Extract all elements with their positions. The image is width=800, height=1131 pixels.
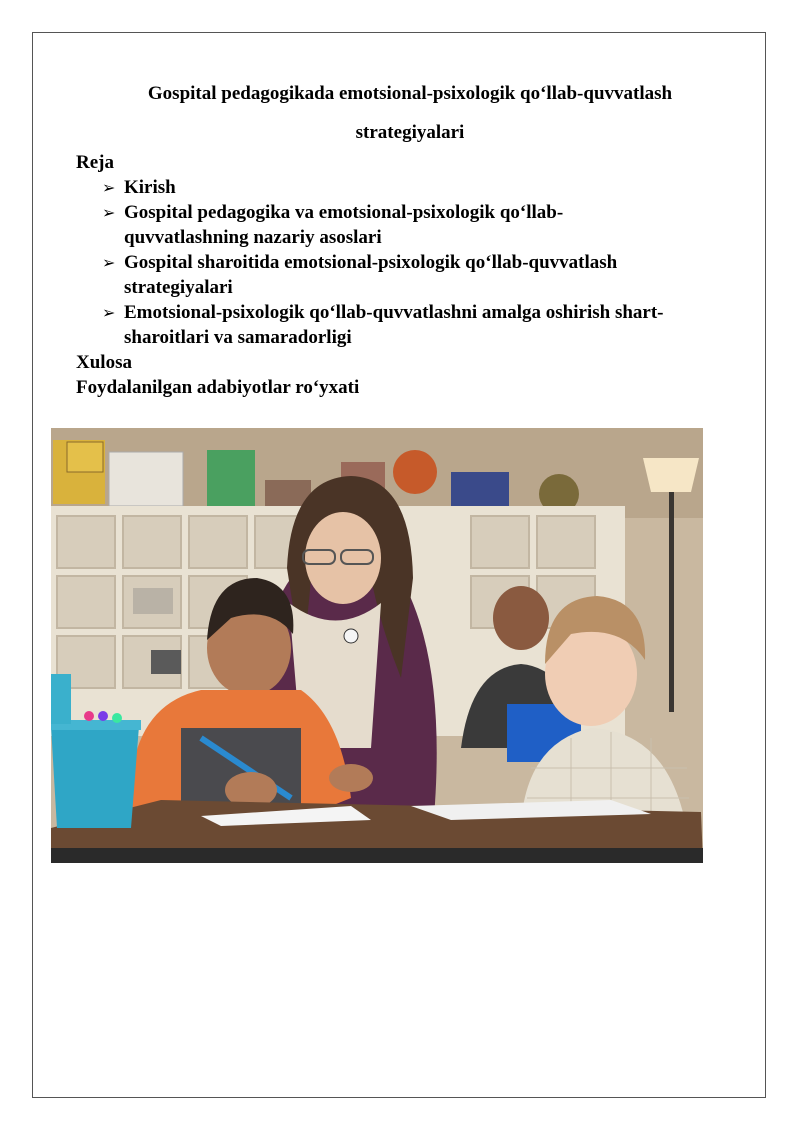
- toc-item-text-cont: quvvatlashning nazariy asoslari: [124, 227, 382, 248]
- toc-item-text: Kirish: [124, 177, 176, 198]
- title-line-2: strategiyalari: [355, 122, 465, 143]
- toc-item-text: Gospital sharoitida emotsional-psixologik qo‘llab-quvvatlash: [124, 252, 618, 273]
- title-line-1: Gospital pedagogikada emotsional-psixologik qo‘llab-quvvatlash: [147, 83, 673, 104]
- toc-item-text: Gospital pedagogika va emotsional-psixologik qo‘llab-: [124, 202, 564, 223]
- arrowhead-bullet-icon: ➢: [102, 178, 116, 197]
- toc-item-conditions: [76, 300, 756, 350]
- arrowhead-bullet-icon: ➢: [102, 303, 116, 322]
- toc-item-text: Emotsional-psixologik qo‘llab-quvvatlashni amalga oshirish shart-: [124, 302, 664, 323]
- conclusion-heading: Xulosa: [76, 352, 132, 373]
- arrowhead-bullet-icon: ➢: [102, 203, 116, 222]
- classroom-photo: [51, 428, 703, 863]
- plan-section: [76, 150, 756, 400]
- toc-item-theory: [76, 200, 756, 250]
- toc-item-intro: [76, 175, 756, 200]
- arrowhead-bullet-icon: ➢: [102, 253, 116, 272]
- toc-item-strategies: [76, 250, 756, 300]
- plan-heading: Reja: [76, 152, 114, 173]
- toc-item-text-cont: sharoitlari va samaradorligi: [124, 327, 352, 348]
- references-heading: Foydalanilgan adabiyotlar ro‘yxati: [76, 377, 360, 398]
- toc-item-text-cont: strategiyalari: [124, 277, 233, 298]
- document-title: [80, 74, 740, 152]
- toc-list: [76, 175, 756, 350]
- classroom-photo-illustration: [51, 428, 703, 863]
